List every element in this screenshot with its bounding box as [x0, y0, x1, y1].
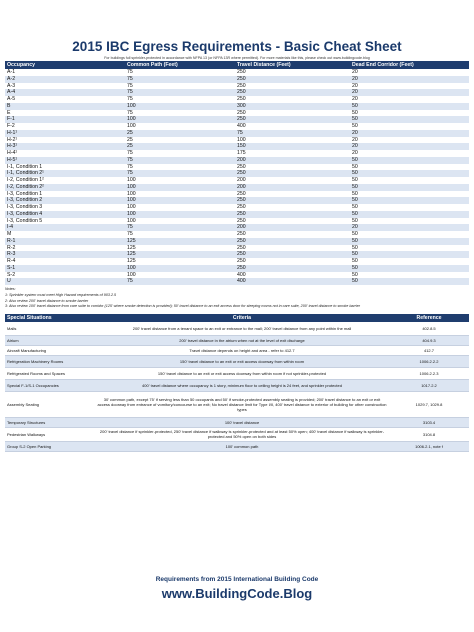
occupancy-cell: R-4	[7, 258, 16, 264]
special-row	[5, 367, 469, 379]
common-path-cell: 75	[127, 82, 133, 89]
dead-end-cell: 50	[352, 190, 358, 197]
egress-row	[5, 258, 469, 265]
occupancy-cell: F-2	[7, 123, 15, 129]
note-1: 1: Sprinkler system must meet High Hazard requirements of 903.2.5	[5, 292, 117, 297]
reference-cell: 1006.2.2.2	[389, 355, 469, 367]
occupancy-cell: H-5¹	[5, 157, 125, 164]
dead-end-cell: 50	[352, 109, 358, 116]
common-path-cell: 100	[127, 217, 136, 224]
travel-distance-cell: 200	[235, 184, 350, 191]
common-path-cell: 75	[125, 89, 235, 96]
note-3: 3: Also review 100' travel distance from care suite to corridor (125' where smoke detection is provided); 50' travel distance to an exit access door for sleeping rooms not in care suite, 200' travel distance to smoke barrier	[5, 304, 361, 309]
travel-distance-cell: 150	[235, 143, 350, 150]
egress-row	[5, 265, 469, 272]
common-path-cell: 100	[127, 177, 136, 183]
dead-end-cell: 50	[350, 184, 469, 191]
occupancy-cell: A-2	[5, 76, 125, 83]
dead-end-cell: 20	[352, 96, 358, 102]
special-situations-table	[5, 314, 469, 452]
occupancy-cell: F-1	[5, 116, 125, 123]
occupancy-cell: I-2, Condition 1²	[7, 177, 44, 183]
egress-row	[5, 123, 469, 130]
dead-end-cell: 50	[350, 251, 469, 258]
egress-row	[5, 103, 469, 110]
egress-row	[5, 278, 469, 285]
egress-row	[5, 170, 469, 177]
common-path-cell: 100	[125, 184, 235, 191]
occupancy-cell: H-2¹	[7, 136, 18, 143]
occupancy-cell: I-3, Condition 5	[7, 217, 43, 224]
dead-end-cell: 50	[350, 116, 469, 123]
footer-source: Requirements from 2015 International Building Code	[155, 576, 319, 583]
situation-cell: Special F-1/S-1 Occupancies	[5, 379, 95, 391]
header-dead-end: Dead End Corridor (Feet)	[350, 61, 469, 69]
occupancy-cell: E	[7, 109, 11, 116]
dead-end-cell: 50	[352, 123, 358, 129]
dead-end-cell: 50	[350, 157, 469, 164]
criteria-cell: 200' travel distance in the atrium when not at the level of exit discharge	[95, 335, 389, 345]
egress-row	[5, 238, 469, 245]
egress-table	[5, 61, 469, 285]
dead-end-cell: 50	[352, 271, 358, 278]
occupancy-cell: A-3	[7, 82, 16, 89]
special-row	[5, 322, 469, 335]
common-path-cell: 75	[125, 278, 235, 285]
egress-row	[5, 116, 469, 123]
dead-end-cell: 50	[350, 170, 469, 177]
common-path-cell: 75	[127, 109, 133, 116]
travel-distance-cell: 75	[235, 130, 350, 137]
page-subtitle: For buildings full sprinkler-protected in accordance with NFPA 13 (or NFPA 13R where permitted). For more materials like this, please check out www.buildingcode.blog	[104, 56, 370, 60]
header-travel-distance: Travel Distance (Feet)	[235, 61, 350, 69]
travel-distance-cell: 250	[237, 69, 246, 75]
situation-cell: Pedestrian Walkways	[5, 427, 95, 441]
egress-row	[5, 96, 469, 103]
occupancy-cell: M	[7, 231, 12, 237]
reference-cell: 404.9.3	[389, 335, 469, 345]
reference-cell: 1029.7, 1029.8	[389, 391, 469, 417]
common-path-cell: 100	[127, 204, 136, 210]
egress-row	[5, 231, 469, 238]
travel-distance-cell: 250	[235, 251, 350, 258]
common-path-cell: 25	[125, 130, 235, 137]
special-row	[5, 379, 469, 391]
egress-row	[5, 150, 469, 157]
dead-end-cell: 20	[350, 224, 469, 231]
common-path-cell: 125	[125, 251, 235, 258]
criteria-cell: 100' common path	[95, 441, 389, 451]
egress-row	[5, 69, 469, 76]
occupancy-cell: S-1	[5, 265, 125, 272]
egress-row	[5, 191, 469, 198]
header-special-situations: Special Situations	[5, 314, 95, 322]
travel-distance-cell: 250	[235, 211, 350, 218]
travel-distance-cell: 250	[237, 231, 246, 237]
occupancy-cell: H-3¹	[5, 143, 125, 150]
dead-end-cell: 50	[352, 204, 358, 210]
occupancy-cell: I-3, Condition 2	[5, 197, 125, 204]
common-path-cell: 100	[125, 197, 235, 204]
egress-row	[5, 204, 469, 211]
situation-cell: Refrigeration Machinery Rooms	[5, 355, 95, 367]
special-row	[5, 427, 469, 441]
dead-end-cell: 50	[352, 217, 358, 224]
special-row	[5, 441, 469, 451]
egress-row	[5, 89, 469, 96]
special-body	[5, 322, 469, 451]
occupancy-cell: B	[5, 103, 125, 110]
dead-end-cell: 50	[350, 265, 469, 272]
reference-cell: 1006.2.2.3	[389, 367, 469, 379]
egress-row	[5, 251, 469, 258]
common-path-cell: 75	[127, 69, 133, 75]
occupancy-cell: R-3	[5, 251, 125, 258]
egress-row	[5, 164, 469, 171]
travel-distance-cell: 250	[235, 89, 350, 96]
common-path-cell: 75	[125, 224, 235, 231]
egress-row	[5, 245, 469, 252]
dead-end-cell: 50	[350, 211, 469, 218]
occupancy-cell: R-1	[5, 238, 125, 245]
travel-distance-cell: 250	[237, 258, 246, 264]
travel-distance-cell: 250	[235, 238, 350, 245]
egress-row	[5, 143, 469, 150]
common-path-cell: 125	[127, 244, 136, 251]
situation-cell: Aircraft Manufacturing	[5, 345, 95, 355]
travel-distance-cell: 400	[235, 278, 350, 285]
dead-end-cell: 50	[352, 163, 358, 170]
occupancy-cell: A-5	[7, 96, 16, 102]
special-row	[5, 355, 469, 367]
header-common-path: Common Path (Feet)	[125, 61, 235, 69]
occupancy-cell: H-1¹	[5, 130, 125, 137]
criteria-cell: 200' travel distance if sprinkler-protected, 250' travel distance if walkway is sprinkler-protected and at least 50% open; 400' travel distance if walkway is sprinkler-protected and 50% open on both sides	[95, 427, 389, 441]
dead-end-cell: 50	[350, 197, 469, 204]
travel-distance-cell: 400	[237, 271, 246, 278]
dead-end-cell: 20	[350, 89, 469, 96]
dead-end-cell: 50	[352, 258, 358, 264]
dead-end-cell: 20	[350, 130, 469, 137]
common-path-cell: 125	[127, 258, 136, 264]
travel-distance-cell: 250	[235, 265, 350, 272]
travel-distance-cell: 250	[237, 96, 246, 102]
reference-cell: 1006.2.1, note f	[389, 441, 469, 451]
occupancy-cell: I-3, Condition 1	[7, 190, 43, 197]
common-path-cell: 25	[125, 143, 235, 150]
common-path-cell: 75	[127, 96, 133, 102]
occupancy-cell: R-2	[7, 244, 16, 251]
egress-row	[5, 218, 469, 225]
criteria-cell: 100' travel distance	[95, 417, 389, 427]
occupancy-cell: H-4¹	[7, 150, 18, 156]
egress-row	[5, 272, 469, 279]
occupancy-cell: A-1	[7, 69, 16, 75]
special-header-row	[5, 314, 469, 322]
travel-distance-cell: 200	[235, 157, 350, 164]
criteria-cell: 400' travel distance where occupancy is 1 story, minimum floor to ceiling height is 24 feet, and sprinkler protected	[95, 379, 389, 391]
travel-distance-cell: 250	[237, 217, 246, 224]
travel-distance-cell: 250	[237, 244, 246, 251]
travel-distance-cell: 200	[235, 224, 350, 231]
situation-cell: Malls	[5, 322, 95, 335]
egress-row	[5, 197, 469, 204]
dead-end-cell: 50	[352, 177, 358, 183]
criteria-cell: 150' travel distance to an exit or exit access doorway from within room if not sprinkler-protected	[95, 367, 389, 379]
special-row	[5, 335, 469, 345]
egress-row	[5, 157, 469, 164]
occupancy-cell: I-1, Condition 1	[7, 163, 43, 170]
egress-row	[5, 184, 469, 191]
dead-end-cell: 20	[352, 82, 358, 89]
travel-distance-cell: 250	[237, 163, 246, 170]
egress-row	[5, 137, 469, 144]
travel-distance-cell: 100	[237, 136, 246, 143]
occupancy-cell: A-4	[5, 89, 125, 96]
dead-end-cell: 50	[352, 231, 358, 237]
egress-row	[5, 110, 469, 117]
common-path-cell: 75	[127, 231, 133, 237]
travel-distance-cell: 300	[235, 103, 350, 110]
dead-end-cell: 20	[350, 143, 469, 150]
common-path-cell: 100	[127, 123, 136, 129]
header-reference: Reference	[389, 314, 469, 322]
occupancy-cell: I-3, Condition 4	[5, 211, 125, 218]
criteria-cell: 200' travel distance from a tenant space to an exit or entrance to the mall; 200' travel distance from any point within the mall	[95, 322, 389, 335]
travel-distance-cell: 250	[237, 109, 246, 116]
occupancy-cell: I-2, Condition 2²	[5, 184, 125, 191]
common-path-cell: 75	[125, 157, 235, 164]
reference-cell: 3103.4	[389, 417, 469, 427]
travel-distance-cell: 175	[237, 150, 246, 156]
situation-cell: Temporary Structures	[5, 417, 95, 427]
note-2: 2: Also review 200' travel distance to smoke barrier	[5, 298, 89, 303]
egress-body	[5, 69, 469, 285]
common-path-cell: 100	[125, 116, 235, 123]
common-path-cell: 75	[125, 76, 235, 83]
dead-end-cell: 20	[352, 150, 358, 156]
header-criteria: Criteria	[95, 314, 389, 322]
occupancy-cell: I-3, Condition 3	[7, 204, 43, 210]
occupancy-cell: S-2	[7, 271, 16, 278]
special-row	[5, 345, 469, 355]
page-title: 2015 IBC Egress Requirements - Basic Cheat Sheet	[72, 39, 402, 54]
reference-cell: 412.7	[389, 345, 469, 355]
reference-cell: 1017.2.2	[389, 379, 469, 391]
common-path-cell: 100	[127, 190, 136, 197]
notes-heading: Notes:	[5, 287, 16, 291]
common-path-cell: 125	[125, 238, 235, 245]
egress-row	[5, 130, 469, 137]
dead-end-cell: 20	[352, 136, 358, 143]
situation-cell: Refrigerated Rooms and Spaces	[5, 367, 95, 379]
common-path-cell: 100	[125, 265, 235, 272]
footer-website: www.BuildingCode.Blog	[161, 586, 313, 601]
dead-end-cell: 50	[352, 244, 358, 251]
dead-end-cell: 50	[350, 278, 469, 285]
special-row	[5, 417, 469, 427]
common-path-cell: 100	[125, 211, 235, 218]
occupancy-cell: I-4	[5, 224, 125, 231]
egress-row	[5, 83, 469, 90]
egress-row	[5, 76, 469, 83]
situation-cell: Atrium	[5, 335, 95, 345]
occupancy-cell: I-1, Condition 2¹	[5, 170, 125, 177]
situation-cell: Assembly Seating	[5, 391, 95, 417]
special-row	[5, 391, 469, 417]
egress-row	[5, 177, 469, 184]
egress-header-row	[5, 61, 469, 69]
travel-distance-cell: 250	[235, 170, 350, 177]
dead-end-cell: 50	[350, 238, 469, 245]
travel-distance-cell: 250	[235, 197, 350, 204]
travel-distance-cell: 250	[235, 116, 350, 123]
dead-end-cell: 20	[352, 69, 358, 75]
common-path-cell: 100	[127, 271, 136, 278]
reference-cell: 3104.8	[389, 427, 469, 441]
common-path-cell: 100	[125, 103, 235, 110]
dead-end-cell: 50	[350, 103, 469, 110]
common-path-cell: 75	[125, 170, 235, 177]
criteria-cell: 30' common path, except 75' if serving less than 50 occupants and 50' if smoke-protected assembly seating is provided; 200' travel distance to an exit or exit access doorway from entrance of vomitory/concourse to an exit; No travel distance limit for Type I/II, 400' travel distance to exterior of building for other construction types	[95, 391, 389, 417]
travel-distance-cell: 250	[237, 82, 246, 89]
reference-cell: 402.8.5	[389, 322, 469, 335]
travel-distance-cell: 400	[237, 123, 246, 129]
situation-cell: Group S-2 Open Parking	[5, 441, 95, 451]
common-path-cell: 75	[127, 163, 133, 170]
criteria-cell: Travel distance depends on height and area - refer to 412.7	[95, 345, 389, 355]
notes	[5, 287, 469, 310]
cheat-sheet	[5, 38, 469, 452]
common-path-cell: 25	[127, 136, 133, 143]
common-path-cell: 75	[127, 150, 133, 156]
occupancy-cell: U	[5, 278, 125, 285]
travel-distance-cell: 250	[237, 190, 246, 197]
travel-distance-cell: 250	[235, 76, 350, 83]
criteria-cell: 150' travel distance to an exit or exit access doorway from within room	[95, 355, 389, 367]
header-occupancy: Occupancy	[5, 61, 125, 69]
travel-distance-cell: 200	[237, 177, 246, 183]
egress-row	[5, 224, 469, 231]
egress-row	[5, 211, 469, 218]
travel-distance-cell: 250	[237, 204, 246, 210]
dead-end-cell: 20	[350, 76, 469, 83]
